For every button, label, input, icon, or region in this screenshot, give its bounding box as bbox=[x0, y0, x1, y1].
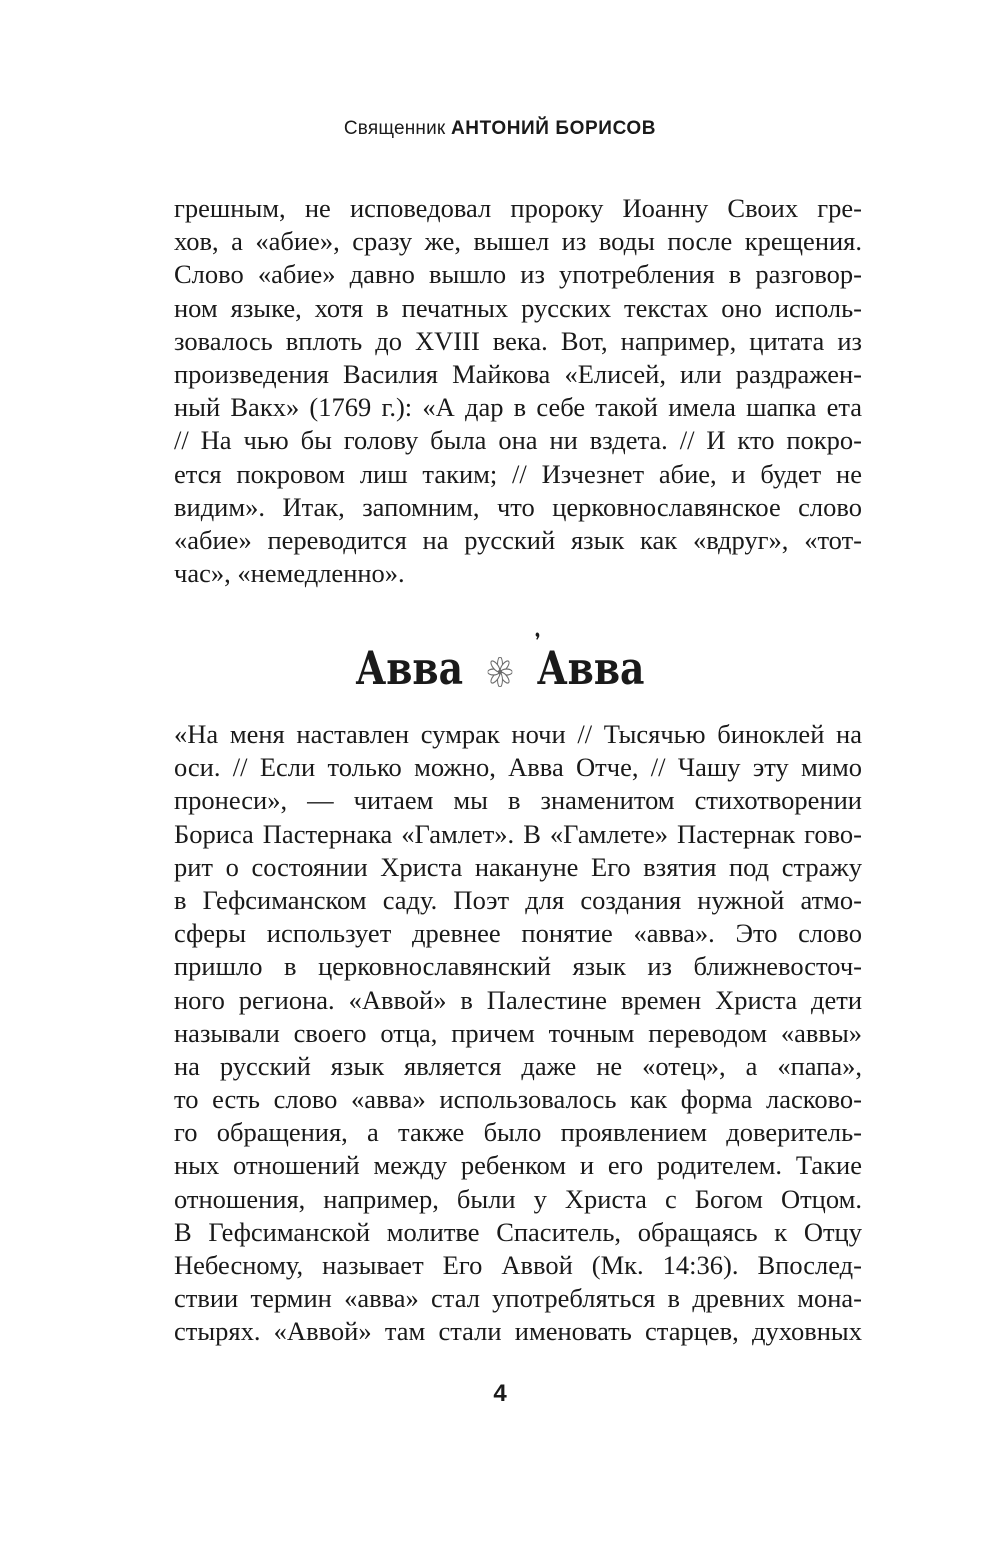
text-line: сферы использует древнее понятие «авва». Это слово bbox=[174, 918, 862, 949]
text-line: зовалось вплоть до XVIII века. Вот, например, цитата из bbox=[174, 325, 862, 356]
text-line: рит о состоянии Христа накануне Его взятия под стражу bbox=[174, 851, 862, 882]
running-head bbox=[0, 118, 1000, 140]
text-line: то есть слово «авва» использовалось как форма ласково- bbox=[174, 1084, 862, 1115]
text-line: отношения, например, были у Христа с Богом Отцом. bbox=[174, 1183, 862, 1214]
text-line: на русский язык является даже не «отец», а «папа», bbox=[174, 1050, 862, 1081]
text-line: Небесному, называет Его Аввой (Мк. 14:36). Впослед- bbox=[174, 1250, 862, 1280]
heading-russian: Авва bbox=[355, 641, 464, 695]
text-line: // На чью бы голову была она ни вздета. // И кто покро- bbox=[174, 425, 862, 456]
text-line: стырях. «Аввой» там стали именовать старцев, духовных bbox=[174, 1316, 862, 1347]
text-line: ных отношений между ребенком и его родителем. Такие bbox=[174, 1150, 862, 1181]
page-number: 4 bbox=[493, 1380, 507, 1407]
text-line: «На меня наставлен сумрак ночи // Тысячью биноклей на bbox=[174, 719, 862, 749]
flower-ornament-icon bbox=[488, 657, 513, 687]
text-line: ется покровом лиш таким; // Изчезнет абие, и будет не bbox=[174, 458, 862, 489]
running-head-author: АНТОНИЙ БОРИСОВ bbox=[450, 118, 657, 139]
text-line: ный Вакх» (1769 г.): «А дар в себе такой имела шапка ета bbox=[174, 392, 862, 423]
text-line: в Гефсиманском саду. Поэт для создания нужной атмо- bbox=[174, 884, 862, 915]
text-line: Слово «абие» давно вышло из употребления в разговор- bbox=[174, 259, 862, 290]
text-line: пронеси», — читаем мы в знаменитом стихотворении bbox=[174, 785, 862, 816]
text-line: ного региона. «Аввой» в Палестине времен Христа дети bbox=[174, 984, 862, 1015]
running-head-prefix: Священник bbox=[343, 118, 446, 139]
text-line: Бориса Пастернака «Гамлет». В «Гамлете» Пастернак гово- bbox=[174, 818, 862, 849]
text-line: пришло в церковнославянский язык из ближневосточ- bbox=[174, 951, 862, 982]
paragraph-bottom bbox=[174, 718, 862, 1349]
text-line: ствии термин «авва» стал употребляться в древних мона- bbox=[174, 1283, 862, 1314]
text-line: грешным, не исповедовал пророку Иоанну Своих гре- bbox=[174, 193, 862, 223]
text-line: называли своего отца, причем точным переводом «аввы» bbox=[174, 1017, 862, 1048]
paragraph-top bbox=[174, 192, 862, 590]
text-line: час», «немедленно». bbox=[174, 558, 405, 589]
heading-slavonic bbox=[537, 641, 645, 695]
heading-slavonic-text: Аввa bbox=[536, 641, 645, 695]
text-line: ном языке, хотя в печатных русских текстах оно исполь- bbox=[174, 292, 862, 323]
text-line: хов, а «абие», сразу же, вышел из воды после крещения. bbox=[174, 226, 862, 257]
text-line: В Гефсиманской молитве Спаситель, обращаясь к Отцу bbox=[174, 1216, 862, 1247]
text-line: видим». Итак, запомним, что церковнославянское слово bbox=[174, 491, 862, 522]
text-line: произведения Василия Майкова «Елисей, или раздражен- bbox=[174, 358, 862, 389]
text-line: оси. // Если только можно, Авва Отче, // Чашу эту мимо bbox=[174, 752, 862, 783]
text-line: го обращения, а также было проявлением доверитель- bbox=[174, 1117, 862, 1148]
section-heading bbox=[90, 640, 910, 696]
text-line: «абие» переводится на русский язык как «вдруг», «тот- bbox=[174, 524, 862, 555]
